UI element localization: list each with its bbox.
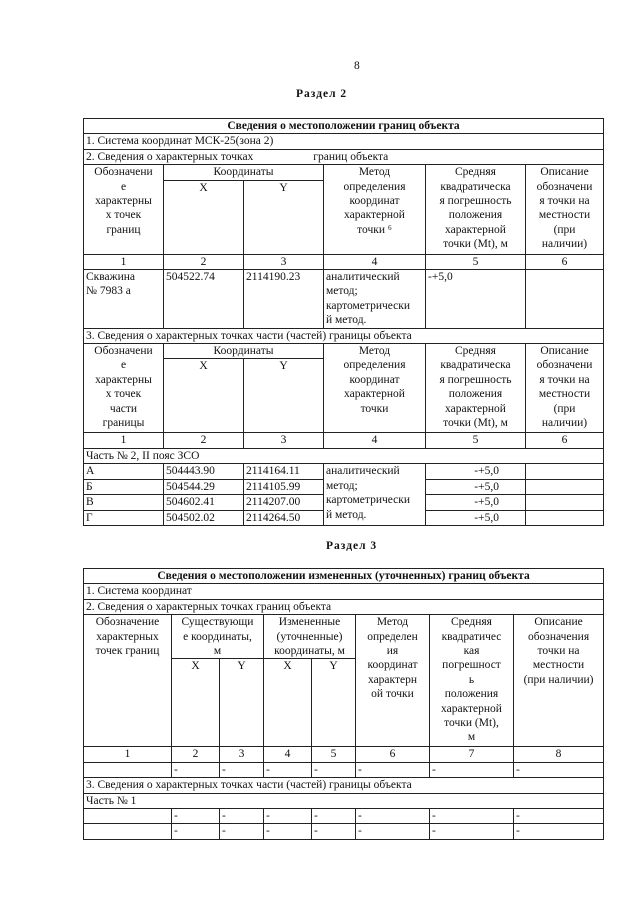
s2-part-num-6: 6	[526, 433, 604, 448]
s2-part-head-method-l2: определения	[343, 359, 406, 372]
s2-num-4: 4	[324, 254, 426, 269]
s3-cell: -	[514, 809, 604, 824]
s2-part-row-error: -+5,0	[426, 479, 526, 494]
s3-head-changed-l1: Измененные	[278, 616, 341, 629]
s3-num-7: 7	[430, 747, 514, 762]
s2-head-error	[426, 165, 526, 254]
s2-head-method-l5: точки ⁶	[357, 223, 392, 236]
s2-head-method-l1: Метод	[358, 166, 391, 179]
s2-part-method	[324, 464, 426, 526]
s3-head-error-l2: квадратичес	[441, 630, 502, 643]
s2-head-designation-l4: х точек	[105, 209, 142, 222]
s3-cell: -	[220, 762, 264, 777]
s2-head-desc-l6: наличии)	[541, 238, 588, 251]
s2-part-num-3: 3	[244, 433, 324, 448]
s2-part-head-designation-l5: части	[109, 402, 138, 415]
s3-head-method-l3: ия	[386, 645, 399, 658]
section2-points-label	[84, 149, 604, 164]
s3-head-y-changed: Y	[312, 659, 356, 747]
s2-part-row-y: 2114105.99	[244, 479, 324, 494]
s2-head-error-l3: я погрешность	[439, 195, 512, 208]
s3-head-error-l5: ь	[468, 673, 475, 686]
s2-head-error-l4: положения	[448, 209, 503, 222]
s3-cell: -	[264, 824, 312, 839]
s2-head-method-l2: определения	[343, 180, 406, 193]
s2-part-row-desc	[526, 464, 604, 479]
s3-cell	[84, 809, 172, 824]
s2-part-row-error: -+5,0	[426, 510, 526, 525]
s2-part-num-1: 1	[84, 433, 164, 448]
s3-head-method-l4: координат	[367, 659, 418, 672]
s2-part-head-designation	[84, 344, 164, 433]
s2-num-2: 2	[164, 254, 244, 269]
s3-head-method-l1: Метод	[376, 616, 409, 629]
table-row	[84, 809, 604, 824]
section2-points-label-tail: границ объекта	[313, 150, 389, 163]
s3-cell: -	[220, 809, 264, 824]
s3-cell: -	[430, 824, 514, 839]
s2-part-row-designation: Г	[84, 510, 164, 525]
s3-cell: -	[172, 824, 220, 839]
s2-part-name: Часть № 2, II пояс ЗСО	[84, 448, 604, 463]
s2-head-designation-l5: границ	[106, 223, 141, 236]
s2-head-method	[324, 165, 426, 254]
s2-head-designation	[84, 165, 164, 254]
s2-part-num-5: 5	[426, 433, 526, 448]
s2-part-row-x: 504544.29	[164, 479, 244, 494]
s2-row-error: -+5,0	[426, 270, 526, 329]
s3-head-changed	[264, 615, 356, 659]
s2-part-head-designation-l2: е	[120, 359, 127, 372]
s3-cell: -	[356, 762, 430, 777]
s2-row-designation-l2: № 7983 а	[86, 285, 131, 298]
s2-part-row-y: 2114207.00	[244, 495, 324, 510]
s2-part-head-desc-l4: местности	[538, 388, 591, 401]
s3-head-method-l6: ой точки	[371, 688, 414, 701]
s2-part-head-method-l1: Метод	[358, 345, 391, 358]
s3-head-designation-l1: Обозначение	[95, 616, 160, 629]
s2-part-head-desc-l5: (при	[553, 402, 576, 415]
s2-head-desc-l2: обозначени	[536, 180, 593, 193]
s2-part-head-desc	[526, 344, 604, 433]
s2-row-designation-l1: Скважина	[86, 271, 135, 284]
section3-coord-system: 1. Система координат	[84, 584, 604, 599]
s3-head-error-l6: положения	[444, 688, 499, 701]
s2-row-desc	[526, 270, 604, 329]
s2-part-method-l2: метод;	[326, 479, 358, 492]
s2-part-head-method-l4: характерной	[344, 388, 405, 401]
s2-num-5: 5	[426, 254, 526, 269]
s3-cell: -	[264, 762, 312, 777]
s2-row-method	[324, 270, 426, 329]
s2-part-head-method-l5: точки	[360, 402, 389, 415]
s3-cell: -	[356, 824, 430, 839]
s2-part-num-4: 4	[324, 433, 426, 448]
s3-head-method-l5: характерн	[367, 673, 418, 686]
s2-part-head-y: Y	[244, 359, 324, 433]
s2-head-method-l4: характерной	[344, 209, 405, 222]
s2-part-head-coords: Координаты	[164, 344, 324, 359]
s3-head-x-changed: X	[264, 659, 312, 747]
s3-num-5: 5	[312, 747, 356, 762]
s2-part-head-designation-l1: Обозначени	[94, 345, 153, 358]
s2-num-1: 1	[84, 254, 164, 269]
s2-row-y: 2114190.23	[244, 270, 324, 329]
s3-head-designation-l2: характерных	[96, 630, 159, 643]
s3-cell	[84, 824, 172, 839]
s2-part-row-x: 504602.41	[164, 495, 244, 510]
s2-head-x: X	[164, 180, 244, 254]
s3-head-designation-l3: точек границ	[95, 645, 160, 658]
s2-head-error-l2: квадратическа	[440, 180, 511, 193]
s3-head-desc-l5: (при наличии)	[523, 673, 594, 686]
s3-head-desc-l4: местности	[532, 659, 585, 672]
section3-table	[83, 568, 604, 840]
s2-part-row-x: 504502.02	[164, 510, 244, 525]
s2-data-row	[84, 270, 604, 329]
s3-head-designation	[84, 615, 172, 747]
section3-points-label: 2. Сведения о характерных точках границ объекта	[84, 599, 604, 614]
s2-head-designation-l1: Обозначени	[94, 166, 153, 179]
s3-head-y-existing: Y	[220, 659, 264, 747]
s3-head-existing	[172, 615, 264, 659]
s2-part-label: 3. Сведения о характерных точках части (частей) границы объекта	[84, 328, 604, 343]
section3-title: Сведения о местоположении измененных (уточненных) границ объекта	[84, 569, 604, 584]
s3-head-error	[430, 615, 514, 747]
s3-cell: -	[264, 809, 312, 824]
s2-part-row-desc	[526, 495, 604, 510]
s2-part-head-error-l3: я погрешность	[439, 373, 512, 386]
table-row	[84, 762, 604, 777]
s2-head-error-l6: точки (Mt), м	[443, 238, 508, 251]
s3-head-x-existing: X	[172, 659, 220, 747]
s3-cell: -	[312, 809, 356, 824]
s3-head-desc-l2: обозначения	[527, 630, 590, 643]
s3-head-desc	[514, 615, 604, 747]
s3-cell: -	[172, 809, 220, 824]
s2-head-desc-l4: местности	[538, 209, 591, 222]
s2-head-y: Y	[244, 180, 324, 254]
s2-part-row-desc	[526, 479, 604, 494]
s3-num-6: 6	[356, 747, 430, 762]
s3-head-desc-l3: точки на	[537, 645, 580, 658]
s3-head-error-l9: м	[467, 731, 476, 744]
s2-part-head-error-l1: Средняя	[455, 345, 496, 358]
s3-cell	[84, 762, 172, 777]
s2-num-6: 6	[526, 254, 604, 269]
s2-part-head-desc-l1: Описание	[540, 345, 589, 358]
s3-head-changed-l2: (уточненные)	[276, 630, 343, 643]
s2-num-3: 3	[244, 254, 324, 269]
s2-part-head-desc-l6: наличии)	[541, 417, 588, 430]
s2-part-head-desc-l2: обозначени	[536, 359, 593, 372]
s3-num-4: 4	[264, 747, 312, 762]
s3-num-2: 2	[172, 747, 220, 762]
s2-head-error-l5: характерной	[445, 223, 506, 236]
s3-num-3: 3	[220, 747, 264, 762]
s2-part-row-error: -+5,0	[426, 495, 526, 510]
s2-part-head-error-l5: характерной	[445, 402, 506, 415]
s3-head-desc-l1: Описание	[534, 616, 583, 629]
s3-part-label: 3. Сведения о характерных точках части (частей) границы объекта	[84, 778, 604, 793]
s3-head-existing-l3: м	[213, 645, 222, 658]
s2-row-method-l3: картометрически	[326, 299, 410, 312]
s3-part-name: Часть № 1	[84, 793, 604, 808]
s2-part-head-method-l3: координат	[349, 373, 400, 386]
s3-cell: -	[514, 824, 604, 839]
section3-heading: Раздел 3	[326, 540, 378, 552]
s3-cell: -	[430, 762, 514, 777]
s3-cell: -	[430, 809, 514, 824]
s2-part-head-error-l6: точки (Mt), м	[443, 417, 508, 430]
s2-part-head-designation-l4: х точек	[105, 388, 142, 401]
s3-num-8: 8	[514, 747, 604, 762]
s2-head-error-l1: Средняя	[455, 166, 496, 179]
s2-head-method-l3: координат	[349, 195, 400, 208]
s2-part-head-error	[426, 344, 526, 433]
s2-head-desc-l3: я точки на	[539, 195, 590, 208]
s3-cell: -	[514, 762, 604, 777]
s2-part-head-method	[324, 344, 426, 433]
s2-part-head-designation-l6: границы	[102, 417, 145, 430]
s2-part-head-error-l2: квадратическа	[440, 359, 511, 372]
s2-part-row-desc	[526, 510, 604, 525]
s2-part-num-2: 2	[164, 433, 244, 448]
s3-cell: -	[220, 824, 264, 839]
s2-part-method-l4: й метод.	[326, 508, 367, 521]
s3-head-error-l4: погрешност	[442, 659, 501, 672]
s2-part-head-designation-l3: характерны	[95, 373, 152, 386]
s3-head-method	[356, 615, 430, 747]
s2-part-head-x: X	[164, 359, 244, 433]
s2-part-row-error: -+5,0	[426, 464, 526, 479]
s2-part-row-y: 2114264.50	[244, 510, 324, 525]
s2-part-method-l1: аналитический	[326, 465, 400, 478]
s3-head-error-l7: характерной	[441, 702, 502, 715]
s2-head-designation-l2: е	[120, 180, 127, 193]
s2-row-designation	[84, 270, 164, 329]
s3-head-existing-l2: е координаты,	[183, 630, 252, 643]
table-row	[84, 464, 604, 479]
s2-row-method-l2: метод;	[326, 285, 358, 298]
s3-head-existing-l1: Существующи	[181, 616, 254, 629]
s2-part-head-error-l4: положения	[448, 388, 503, 401]
s3-head-method-l2: определен	[367, 630, 418, 643]
s2-part-row-y: 2114164.11	[244, 464, 324, 479]
s2-part-row-designation: Б	[84, 479, 164, 494]
s2-row-method-l1: аналитический	[326, 271, 400, 284]
s3-head-error-l3: кая	[463, 645, 480, 658]
section2-heading: Раздел 2	[296, 88, 348, 100]
s2-head-desc	[526, 165, 604, 254]
s2-head-coords: Координаты	[164, 165, 324, 180]
s2-head-designation-l3: характерны	[95, 195, 152, 208]
s3-head-changed-l3: координаты, м	[274, 645, 345, 658]
s2-head-desc-l5: (при	[553, 223, 576, 236]
s3-head-error-l8: точки (Mt),	[444, 717, 499, 730]
s2-row-x: 504522.74	[164, 270, 244, 329]
section2-title: Сведения о местоположении границ объекта	[84, 119, 604, 134]
s3-num-1: 1	[84, 747, 172, 762]
s2-row-method-l4: й метод.	[326, 314, 367, 327]
s2-part-row-x: 504443.90	[164, 464, 244, 479]
s2-part-row-designation: В	[84, 495, 164, 510]
table-row	[84, 824, 604, 839]
section2-coord-system: 1. Система координат МСК-25(зона 2)	[84, 134, 604, 149]
section2-points-label-text: 2. Сведения о характерных точках	[86, 150, 254, 163]
s2-part-head-desc-l3: я точки на	[539, 373, 590, 386]
s2-part-method-l3: картометрически	[326, 494, 410, 507]
s2-part-row-designation: А	[84, 464, 164, 479]
s3-cell: -	[312, 824, 356, 839]
s3-cell: -	[172, 762, 220, 777]
s3-cell: -	[312, 762, 356, 777]
s2-head-desc-l1: Описание	[540, 166, 589, 179]
section2-table	[83, 118, 604, 526]
s3-head-error-l1: Средняя	[451, 616, 492, 629]
s3-cell: -	[356, 809, 430, 824]
page-number: 8	[354, 60, 360, 72]
